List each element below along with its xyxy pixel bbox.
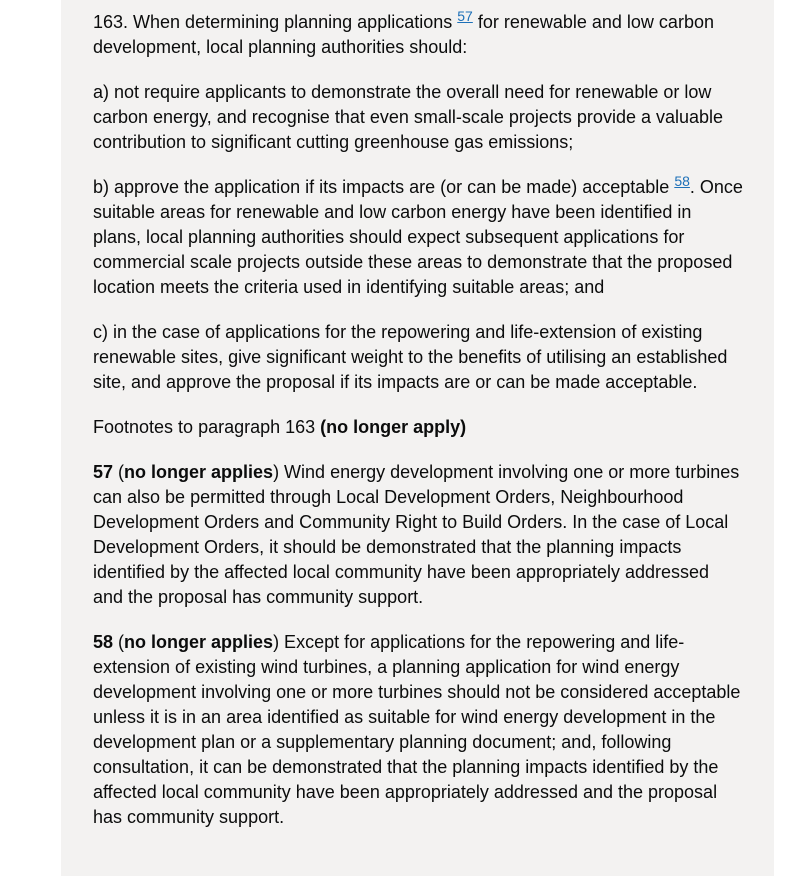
footnote-57-paren: (	[113, 462, 125, 482]
footnote-57-status: no longer applies	[124, 462, 274, 482]
item-b-text-cont: . Once suitable areas for renewable and low carbon energy have been identified in plans, local planning authorities should expect subsequent applications for commercial scale projects outside these areas to demonstrate that the proposed location meets the criteria used in identifying suitable areas; and	[93, 177, 743, 297]
document-body	[93, 10, 743, 850]
intro-text-cont: for renewable and low carbon development, local planning authorities should:	[93, 12, 714, 57]
footnotes-heading-text: Footnotes to paragraph 163	[93, 417, 321, 437]
paragraph-163-intro	[93, 10, 743, 60]
footnote-57-link[interactable]: 57	[457, 8, 473, 24]
footnote-57-number: 57	[93, 462, 114, 482]
footnotes-heading	[93, 415, 743, 440]
footnote-58-link[interactable]: 58	[674, 173, 690, 189]
footnote-58-status: no longer applies	[124, 632, 274, 652]
footnote-58	[93, 630, 743, 830]
item-a: a) not require applicants to demonstrate the overall need for renewable or low carbon energy, and recognise that even small-scale projects provide a valuable contribution to significant cutting greenhouse gas emissions;	[93, 82, 724, 152]
footnote-58-paren: (	[113, 632, 125, 652]
item-b	[93, 175, 743, 300]
footnote-58-text: ) Except for applications for the repowering and life-extension of existing wind turbines, a planning application for wind energy development involving one or more turbines should not be considered acceptable unless it is in an area identified as suitable for wind energy development in the development plan or a supplementary planning document; and, following consultation, it can be demonstrated that the planning impacts identified by the affected local community have been appropriately addressed and the proposal has community support.	[93, 632, 741, 827]
footnotes-heading-status: (no longer apply)	[320, 417, 467, 437]
footnote-57	[93, 460, 743, 610]
intro-text: 163. When determining planning applications	[93, 12, 458, 32]
footnote-58-number: 58	[93, 632, 114, 652]
item-b-text: b) approve the application if its impacts are (or can be made) acceptable	[93, 177, 675, 197]
item-c: c) in the case of applications for the repowering and life-extension of existing renewable sites, give significant weight to the benefits of utilising an established site, and approve the proposal if its impacts are or can be made acceptable.	[93, 322, 728, 392]
footnote-57-text: ) Wind energy development involving one or more turbines can also be permitted through Local Development Orders, Neighbourhood Development Orders and Community Right to Build Orders. In the case of Local Development Orders, it should be demonstrated that the planning impacts identified by the affected local community have been appropriately addressed and the proposal has community support.	[93, 462, 740, 607]
